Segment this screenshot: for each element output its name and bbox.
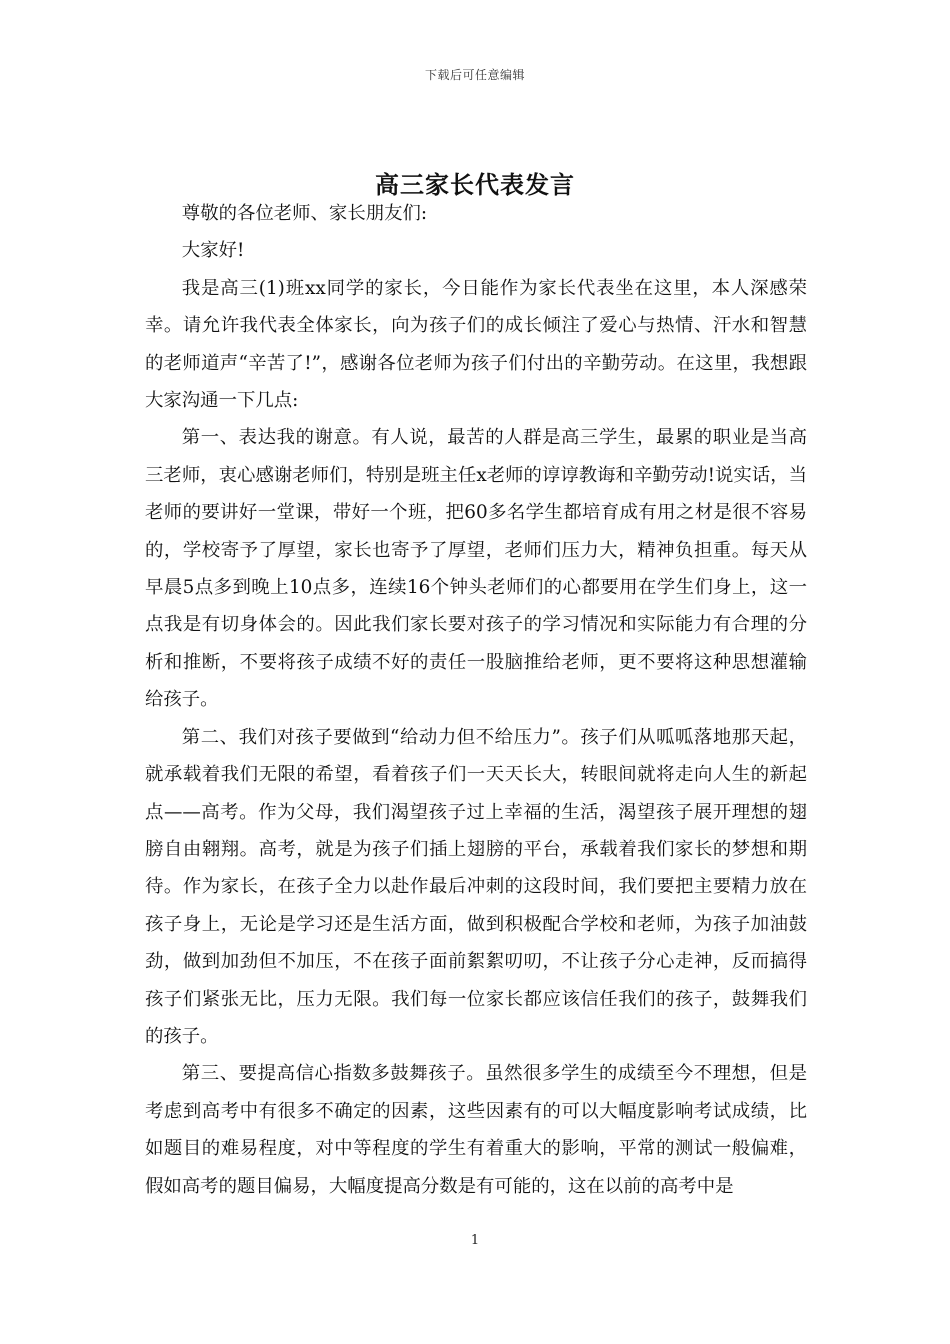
paragraph-second-point: 第二、我们对孩子要做到“给动力但不给压力”。孩子们从呱呱落地那天起，就承载着我们无限的希望，看着孩子们一天天长大，转眼间就将走向人生的新起点——高考。作为父母，我们渴望孩子过上幸福的生活，渴望孩子展开理想的翅膀自由翱翔。高考，就是为孩子们插上翅膀的平台，承载着我们家长的梦想和期待。作为家长，在孩子全力以赴作最后冲刺的这段时间，我们要把主要精力放在孩子身上，无论是学习还是生活方面，做到积极配合学校和老师，为孩子加油鼓劲，做到加劲但不加压，不在孩子面前絮絮叨叨，不让孩子分心走神，反而搞得孩子们紧张无比，压力无限。我们每一位家长都应该信任我们的孩子，鼓舞我们的孩子。 <box>145 726 807 1047</box>
paragraph-introduction: 我是高三(1)班xx同学的家长，今日能作为家长代表坐在这里，本人深感荣幸。请允许我代表全体家长，向为孩子们的成长倾注了爱心与热情、汗水和智慧的老师道声“辛苦了!”，感谢各位老师为孩子们付出的辛勤劳动。在这里，我想跟大家沟通一下几点: <box>145 277 807 412</box>
document-title: 高三家长代表发言 <box>375 170 575 200</box>
page-header: 下载后可任意编辑 <box>424 68 525 82</box>
paragraph-first-point: 第一、表达我的谢意。有人说，最苦的人群是高三学生，最累的职业是当高三老师，衷心感谢老师们，特别是班主任x老师的谆谆教诲和辛勤劳动!说实话，当老师的要讲好一堂课，带好一个班，把60多名学生都培育成有用之材是很不容易的，学校寄予了厚望，家长也寄予了厚望，老师们压力大，精神负担重。每天从早晨5点多到晚上10点多，连续16个钟头老师们的心都要用在学生们身上，这一点我是有切身体会的。因此我们家长要对孩子的学习情况和实际能力有合理的分析和推断，不要将孩子成绩不好的责任一股脑推给老师，更不要将这种思想灌输给孩子。 <box>145 427 807 711</box>
greeting: 大家好! <box>181 240 245 262</box>
page-number: 1 <box>470 1233 480 1248</box>
paragraph-third-point: 第三、要提高信心指数多鼓舞孩子。虽然很多学生的成绩至今不理想，但是考虑到高考中有很多不确定的因素，这些因素有的可以大幅度影响考试成绩，比如题目的难易程度，对中等程度的学生有着重大的影响，平常的测试一般偏难，假如高考的题目偏易，大幅度提高分数是有可能的，这在以前的高考中是 <box>145 1063 807 1197</box>
document-body <box>145 195 807 1205</box>
salutation: 尊敬的各位老师、家长朋友们: <box>181 203 428 224</box>
